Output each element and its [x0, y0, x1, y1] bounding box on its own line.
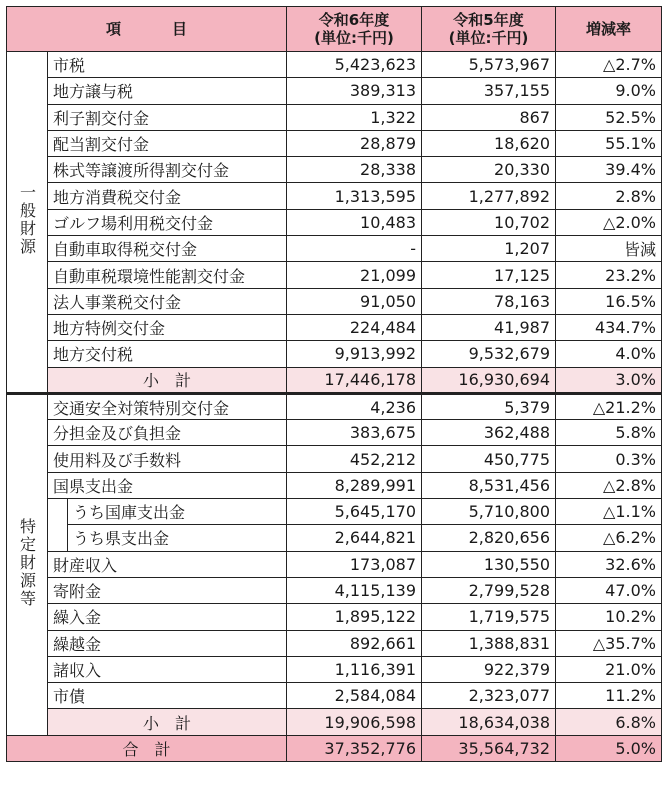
header-r5-line2: (単位:千円): [448, 29, 529, 47]
rate-value: 21.0%: [556, 656, 662, 682]
grand-total-label: 合 計: [7, 735, 287, 761]
section-general-label: 一般財源: [17, 183, 37, 256]
rate-value: 16.5%: [556, 288, 662, 314]
indent-spacer: [48, 525, 68, 551]
r6-value: 2,644,821: [287, 525, 422, 551]
item-label: 繰越金: [48, 630, 287, 656]
r5-value: 16,930,694: [422, 367, 556, 393]
r6-value: 8,289,991: [287, 472, 422, 498]
r5-value: 78,163: [422, 288, 556, 314]
table-row: [7, 78, 662, 104]
header-rate: 増減率: [556, 7, 662, 52]
revenue-table: [6, 6, 662, 762]
rate-value: 9.0%: [556, 78, 662, 104]
r6-value: 17,446,178: [287, 367, 422, 393]
r6-value: 10,483: [287, 209, 422, 235]
r6-value: 1,895,122: [287, 604, 422, 630]
item-label: 諸収入: [48, 656, 287, 682]
section-specific-label: 特定財源等: [17, 517, 37, 608]
r5-value: 1,277,892: [422, 183, 556, 209]
item-label: ゴルフ場利用税交付金: [48, 209, 287, 235]
r5-value: 2,820,656: [422, 525, 556, 551]
rate-value: 11.2%: [556, 683, 662, 709]
subtotal-label: 小 計: [48, 709, 287, 735]
subtotal-row-specific: [7, 709, 662, 735]
table-row: [7, 209, 662, 235]
r6-value: 21,099: [287, 262, 422, 288]
rate-value: 6.8%: [556, 709, 662, 735]
r6-value: 5,645,170: [287, 499, 422, 525]
header-item: 項 目: [7, 7, 287, 52]
rate-value: 52.5%: [556, 104, 662, 130]
rate-value: 10.2%: [556, 604, 662, 630]
r6-value: 224,484: [287, 314, 422, 340]
item-label: 法人事業税交付金: [48, 288, 287, 314]
header-r5: [422, 7, 556, 52]
item-label: 株式等譲渡所得割交付金: [48, 157, 287, 183]
r5-value: 2,799,528: [422, 577, 556, 603]
r5-value: 2,323,077: [422, 683, 556, 709]
r5-value: 41,987: [422, 314, 556, 340]
table-row: [7, 577, 662, 603]
item-label: 市債: [48, 683, 287, 709]
item-label: 寄附金: [48, 577, 287, 603]
r5-value: 8,531,456: [422, 472, 556, 498]
r6-value: 91,050: [287, 288, 422, 314]
rate-value: 3.0%: [556, 367, 662, 393]
rate-value: △21.2%: [556, 393, 662, 419]
table-row: [7, 656, 662, 682]
sub-item-label: うち県支出金: [68, 525, 287, 551]
table-row: [7, 262, 662, 288]
r5-value: 9,532,679: [422, 341, 556, 367]
item-label: 配当割交付金: [48, 130, 287, 156]
item-label: 分担金及び負担金: [48, 420, 287, 446]
r5-value: 867: [422, 104, 556, 130]
table-row: [7, 341, 662, 367]
item-label: 自動車税環境性能割交付金: [48, 262, 287, 288]
table-row: [7, 393, 662, 419]
item-label: 自動車取得税交付金: [48, 236, 287, 262]
r5-value: 357,155: [422, 78, 556, 104]
header-r6-line2: (単位:千円): [314, 29, 394, 47]
rate-value: 434.7%: [556, 314, 662, 340]
r5-value: 5,379: [422, 393, 556, 419]
item-label: 地方交付税: [48, 341, 287, 367]
r6-value: 4,115,139: [287, 577, 422, 603]
r5-value: 5,710,800: [422, 499, 556, 525]
item-label: 繰入金: [48, 604, 287, 630]
table-row: [7, 630, 662, 656]
table-row: [7, 104, 662, 130]
table-row: [7, 472, 662, 498]
item-label: 国県支出金: [48, 472, 287, 498]
grand-total-row: [7, 735, 662, 761]
r6-value: 9,913,992: [287, 341, 422, 367]
table-row: [7, 52, 662, 78]
rate-value: 47.0%: [556, 577, 662, 603]
r6-value: 2,584,084: [287, 683, 422, 709]
r6-value: 1,116,391: [287, 656, 422, 682]
table-row: [7, 683, 662, 709]
rate-value: △2.7%: [556, 52, 662, 78]
r6-value: 389,313: [287, 78, 422, 104]
item-label: 交通安全対策特別交付金: [48, 393, 287, 419]
r6-value: 173,087: [287, 551, 422, 577]
rate-value: 5.0%: [556, 735, 662, 761]
item-label: 使用料及び手数料: [48, 446, 287, 472]
rate-value: △1.1%: [556, 499, 662, 525]
r6-value: 5,423,623: [287, 52, 422, 78]
table-row: [7, 551, 662, 577]
item-label: 地方譲与税: [48, 78, 287, 104]
r5-value: 1,207: [422, 236, 556, 262]
rate-value: 2.8%: [556, 183, 662, 209]
rate-value: 32.6%: [556, 551, 662, 577]
item-label: 地方消費税交付金: [48, 183, 287, 209]
item-label: 地方特例交付金: [48, 314, 287, 340]
r5-value: 922,379: [422, 656, 556, 682]
item-label: 市税: [48, 52, 287, 78]
r6-value: 1,322: [287, 104, 422, 130]
rate-value: 55.1%: [556, 130, 662, 156]
header-r6: [287, 7, 422, 52]
r5-value: 17,125: [422, 262, 556, 288]
rate-value: 4.0%: [556, 341, 662, 367]
header-row: [7, 7, 662, 52]
r5-value: 130,550: [422, 551, 556, 577]
table-row: [7, 420, 662, 446]
header-r5-line1: 令和5年度: [453, 11, 524, 29]
section-specific: [7, 393, 48, 735]
r5-value: 35,564,732: [422, 735, 556, 761]
indent-spacer: [48, 499, 68, 525]
rate-value: △2.8%: [556, 472, 662, 498]
r5-value: 1,719,575: [422, 604, 556, 630]
table-row: [7, 157, 662, 183]
item-label: 財産収入: [48, 551, 287, 577]
r5-value: 18,620: [422, 130, 556, 156]
table-subrow: [7, 525, 662, 551]
r6-value: 19,906,598: [287, 709, 422, 735]
r6-value: 383,675: [287, 420, 422, 446]
r5-value: 20,330: [422, 157, 556, 183]
r6-value: 4,236: [287, 393, 422, 419]
table-row: [7, 183, 662, 209]
table-row: [7, 236, 662, 262]
rate-value: △2.0%: [556, 209, 662, 235]
r6-value: 28,879: [287, 130, 422, 156]
table-row: [7, 314, 662, 340]
r6-value: 28,338: [287, 157, 422, 183]
r6-value: 1,313,595: [287, 183, 422, 209]
table-row: [7, 604, 662, 630]
table-row: [7, 130, 662, 156]
r6-value: 452,212: [287, 446, 422, 472]
rate-value: △6.2%: [556, 525, 662, 551]
r6-value: 37,352,776: [287, 735, 422, 761]
section-general: [7, 52, 48, 394]
rate-value: △35.7%: [556, 630, 662, 656]
rate-value: 5.8%: [556, 420, 662, 446]
r5-value: 18,634,038: [422, 709, 556, 735]
sub-item-label: うち国庫支出金: [68, 499, 287, 525]
header-r6-line1: 令和6年度: [318, 11, 390, 29]
rate-value: 皆減: [556, 236, 662, 262]
r5-value: 5,573,967: [422, 52, 556, 78]
rate-value: 23.2%: [556, 262, 662, 288]
r6-value: -: [287, 236, 422, 262]
table-subrow: [7, 499, 662, 525]
r5-value: 362,488: [422, 420, 556, 446]
rate-value: 39.4%: [556, 157, 662, 183]
r5-value: 10,702: [422, 209, 556, 235]
r6-value: 892,661: [287, 630, 422, 656]
subtotal-row-general: [7, 367, 662, 393]
r5-value: 450,775: [422, 446, 556, 472]
r5-value: 1,388,831: [422, 630, 556, 656]
table-row: [7, 446, 662, 472]
table-row: [7, 288, 662, 314]
subtotal-label: 小 計: [48, 367, 287, 393]
item-label: 利子割交付金: [48, 104, 287, 130]
rate-value: 0.3%: [556, 446, 662, 472]
